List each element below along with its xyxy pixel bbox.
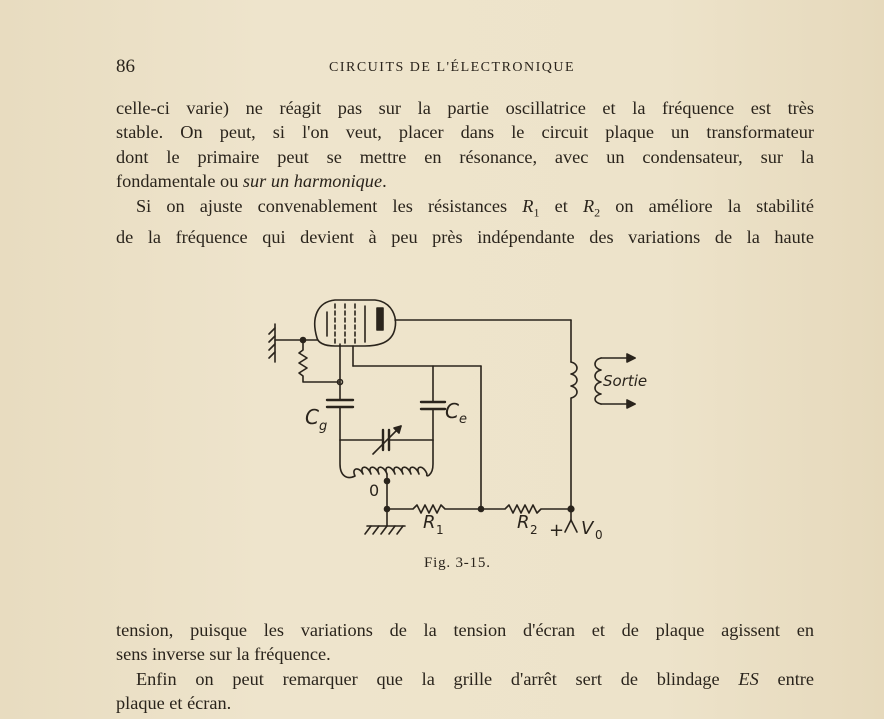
text-line: plaque et écran. [116,693,232,714]
symbol-es: ES [738,669,759,689]
label-cg-sub: g [319,419,328,434]
text-line [116,667,814,691]
text-line: sens inverse sur la fréquence. [116,644,331,665]
label-r2: R [517,512,530,533]
label-plus: + [549,520,565,541]
text-line: stable. On peut, si l'on veut, placer dans le circuit plaque un transformateur [116,122,814,143]
symbol-r2: R [582,196,595,216]
text-line: de la fréquence qui devient à peu près indépendante des variations de la haute [116,227,814,248]
label-sortie: Sortie [603,372,648,390]
label-cg: C [305,405,319,429]
label-v0: V [581,518,594,539]
label-r2-sub: 2 [530,523,538,537]
text-line [116,194,814,225]
label-ce-sub: e [459,412,467,427]
symbol-r1: R [522,196,534,216]
text-segment: entre [758,669,815,689]
page-number: 86 [116,56,135,77]
text-segment: on améliore la stabilité [600,196,814,216]
symbol-r1-sub: 1 [533,205,540,220]
paragraph-3 [116,618,814,667]
symbol-r2-sub: 2 [594,205,601,220]
label-ce: C [445,399,459,423]
running-head: CIRCUITS DE L'ÉLECTRONIQUE [329,60,576,75]
text-segment: Si on ajuste convenablement les résistances [136,196,523,216]
paragraph-4 [116,667,814,716]
text-line: celle-ci varie) ne réagit pas sur la partie oscillatrice et la fréquence est très [116,98,814,118]
transformer-secondary [595,358,601,404]
figure-caption: Fig. 3-15. [424,555,491,571]
text-line: dont le primaire peut se mettre en résonance, avec un condensateur, sur la [116,146,814,167]
paragraph-1 [116,96,814,194]
transformer-primary [571,362,577,509]
text-segment: . [382,171,387,192]
text-segment: fondamentale ou [116,171,243,192]
text-line [116,169,814,193]
label-r1-sub: 1 [436,523,444,537]
circuit-figure [255,278,675,548]
label-o: 0 [369,481,380,500]
tank-coil [340,440,433,478]
text-segment: Enfin on peut remarquer que la grille d'arrêt sert de blindage [136,669,739,689]
label-v0-sub: 0 [595,528,603,542]
text-line: tension, puisque les variations de la tension d'écran et de plaque agissent en [116,620,814,640]
paragraph-2 [116,194,814,249]
label-r1: R [423,512,436,533]
italic-text: sur un harmonique [242,171,383,192]
text-segment: et [539,196,583,216]
circuit-diagram [255,278,675,548]
page-header [116,56,816,80]
tube-plate [377,308,383,330]
